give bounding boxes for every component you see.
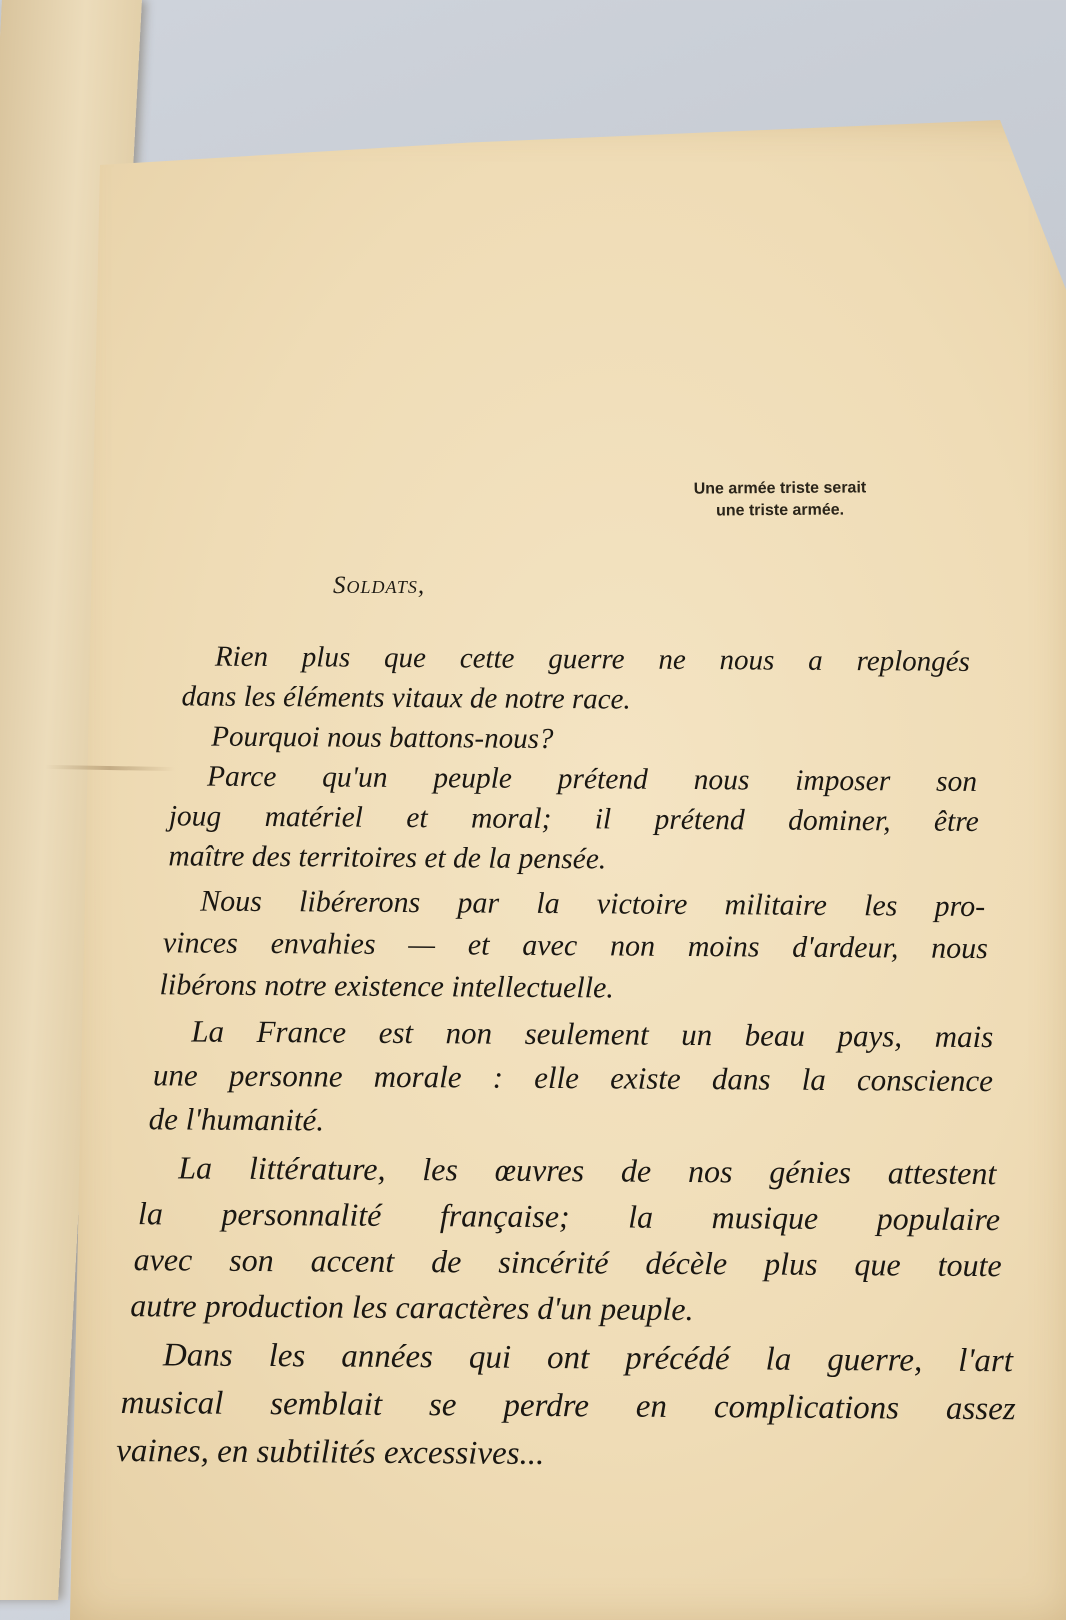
body-text (114, 640, 1016, 1487)
text-line: joug matériel et moral; il prétend dominer, être (168, 800, 979, 838)
epigraph (640, 477, 920, 523)
text-line: La littérature, les œuvres de nos génies attestent (178, 1149, 997, 1192)
text-line: Pourquoi nous battons-nous? (211, 720, 554, 756)
text-line: de l'humanité. (148, 1101, 325, 1138)
text-line: une personne morale : elle existe dans la conscience (152, 1057, 994, 1099)
text-line: La France est non seulement un beau pays, mais (191, 1013, 994, 1055)
text-line: Parce qu'un peuple prétend nous imposer son (206, 760, 978, 798)
text-line: Rien plus que cette guerre ne nous a replongés (214, 640, 970, 678)
text-line: Dans les années qui ont précédé la guerre, l'art (162, 1337, 1014, 1380)
epigraph-line: une triste armée. (715, 501, 845, 520)
text-line: libérons notre existence intellectuelle. (159, 968, 614, 1005)
text-line: vaines, en subtilités excessives... (116, 1432, 545, 1472)
text-line: vinces envahies — et avec non moins d'ardeur, nous (162, 926, 988, 966)
text-line: dans les éléments vitaux de notre race. (181, 680, 631, 716)
text-line: la personnalité française; la musique populaire (137, 1195, 1001, 1238)
text-line: autre production les caractères d'un peuple. (130, 1287, 694, 1328)
text-line: avec son accent de sincérité décèle plus que toute (133, 1241, 1002, 1284)
text-line: Nous libérerons par la victoire militaire les pro- (200, 884, 986, 924)
text-line: musical semblait se perdre en complications assez (120, 1385, 1016, 1428)
text-line: maître des territoires et de la pensée. (168, 840, 607, 876)
heading: Soldats, (333, 572, 426, 599)
epigraph-line: Une armée triste serait (693, 479, 867, 498)
